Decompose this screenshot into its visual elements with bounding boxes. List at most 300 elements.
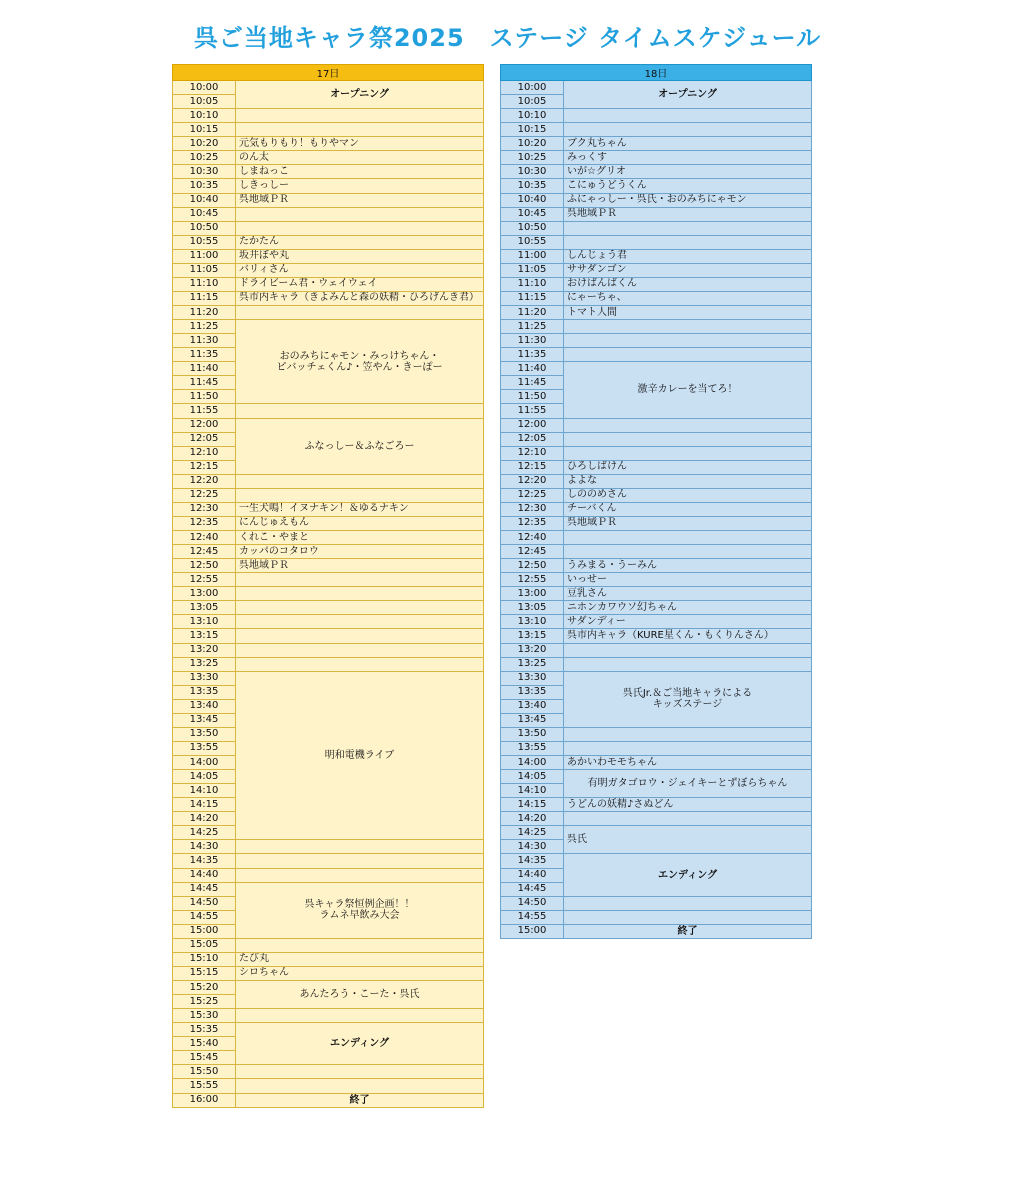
time-cell: 14:20 [501,812,564,826]
event-cell: 終了 [236,1093,484,1107]
time-cell: 11:20 [501,306,564,320]
time-cell: 10:45 [501,207,564,221]
schedule-row [501,81,812,95]
event-cell: みっくす [564,151,812,165]
time-cell: 13:35 [173,685,236,699]
event-cell: おのみちにゃモン・みっけちゃん・ ピバッチェくん♪・笠やん・きーぽー [236,320,484,404]
event-cell: 呉氏 [564,826,812,854]
time-cell: 14:10 [173,784,236,798]
time-cell: 12:25 [501,488,564,502]
event-cell: 坂井ぼや丸 [236,249,484,263]
time-cell: 12:35 [501,516,564,530]
time-cell: 10:55 [173,235,236,249]
time-cell: 12:05 [173,432,236,446]
time-cell: 10:05 [173,95,236,109]
time-cell: 13:15 [173,629,236,643]
time-cell: 15:30 [173,1009,236,1023]
time-cell: 13:50 [173,727,236,741]
time-cell: 10:50 [501,221,564,235]
schedule-row [173,516,484,530]
event-cell: たび丸 [236,952,484,966]
time-cell: 11:55 [173,404,236,418]
schedule-row [501,756,812,770]
event-cell: ふにゃっしー・呉氏・おのみちにゃモン [564,193,812,207]
page-title: 呉ご当地キャラ祭2025 ステージ タイムスケジュール [193,24,822,52]
event-cell: こにゅうどうくん [564,179,812,193]
time-cell: 15:20 [173,981,236,995]
time-cell: 11:40 [173,362,236,376]
schedule-row [173,277,484,291]
time-cell: 11:50 [501,390,564,404]
day-header: 17日 [173,65,484,81]
time-cell: 13:35 [501,685,564,699]
event-cell: ニホンカワウソ幻ちゃん [564,601,812,615]
time-cell: 15:25 [173,995,236,1009]
time-cell: 11:45 [173,376,236,390]
event-cell: ブク丸ちゃん [564,137,812,151]
time-cell: 12:50 [173,559,236,573]
time-cell: 13:40 [501,699,564,713]
schedule-row [501,629,812,643]
event-cell: 呉地域ＰＲ [564,516,812,530]
time-cell: 14:15 [173,798,236,812]
empty-event-cell [564,320,812,334]
schedule-row [173,1093,484,1107]
empty-event-cell [236,615,484,629]
time-cell: 13:25 [173,657,236,671]
time-cell: 14:25 [501,826,564,840]
schedule-row [173,235,484,249]
schedule-row [501,573,812,587]
schedule-row [501,460,812,474]
time-cell: 13:45 [501,713,564,727]
schedule-row [173,207,484,221]
schedule-row [501,587,812,601]
schedule-row [173,840,484,854]
time-cell: 12:35 [173,516,236,530]
schedule-row [173,1065,484,1079]
time-cell: 10:40 [501,193,564,207]
empty-event-cell [564,235,812,249]
time-cell: 13:55 [173,741,236,755]
time-cell: 10:20 [173,137,236,151]
time-cell: 14:00 [501,756,564,770]
event-cell: にんじゅえもん [236,516,484,530]
event-cell: いが☆グリオ [564,165,812,179]
time-cell: 14:20 [173,812,236,826]
time-cell: 14:45 [173,882,236,896]
schedule-row [501,559,812,573]
event-cell: のん太 [236,151,484,165]
schedule-day-18 [500,64,812,939]
schedule-row [173,502,484,516]
schedule-row [173,938,484,952]
empty-event-cell [236,840,484,854]
schedule-row [173,249,484,263]
schedule-row [173,629,484,643]
time-cell: 13:00 [501,587,564,601]
event-cell: 呉地域ＰＲ [564,207,812,221]
time-cell: 11:25 [501,320,564,334]
time-cell: 11:30 [501,334,564,348]
time-cell: 15:50 [173,1065,236,1079]
event-cell: 豆乳さん [564,587,812,601]
time-cell: 14:50 [173,896,236,910]
schedule-row [173,657,484,671]
empty-event-cell [564,812,812,826]
time-cell: 10:35 [501,179,564,193]
time-cell: 13:20 [501,643,564,657]
time-cell: 10:10 [173,109,236,123]
empty-event-cell [564,896,812,910]
schedule-row [501,348,812,362]
schedule-row [501,165,812,179]
time-cell: 10:30 [501,165,564,179]
time-cell: 12:20 [501,474,564,488]
event-cell: カッパのコタロウ [236,545,484,559]
schedule-row [501,446,812,460]
time-cell: 15:10 [173,952,236,966]
time-cell: 10:40 [173,193,236,207]
schedule-row [173,1009,484,1023]
event-cell: ひろしばけん [564,460,812,474]
empty-event-cell [236,474,484,488]
schedule-row [173,418,484,432]
schedule-row [173,474,484,488]
time-cell: 11:20 [173,306,236,320]
time-cell: 15:15 [173,966,236,980]
schedule-row [501,545,812,559]
schedule-row [501,488,812,502]
time-cell: 10:00 [173,81,236,95]
time-cell: 11:30 [173,334,236,348]
schedule-row [173,573,484,587]
event-cell: エンディング [236,1023,484,1065]
schedule-row [501,235,812,249]
time-cell: 10:05 [501,95,564,109]
schedule-row [173,137,484,151]
empty-event-cell [564,643,812,657]
empty-event-cell [564,418,812,432]
time-cell: 14:30 [173,840,236,854]
empty-event-cell [564,531,812,545]
time-cell: 12:40 [501,531,564,545]
time-cell: 13:00 [173,587,236,601]
empty-event-cell [564,657,812,671]
schedule-row [501,502,812,516]
time-cell: 14:10 [501,784,564,798]
time-cell: 11:35 [501,348,564,362]
event-cell: ふなっしー＆ふなごろー [236,418,484,474]
time-cell: 15:55 [173,1079,236,1093]
schedule-row [173,601,484,615]
schedule-row [501,193,812,207]
schedule-row [501,826,812,840]
empty-event-cell [236,306,484,320]
schedule-row [501,924,812,938]
empty-event-cell [236,629,484,643]
event-cell: あんたろう・こーた・呉氏 [236,981,484,1009]
event-cell: シロちゃん [236,966,484,980]
time-cell: 14:35 [173,854,236,868]
event-cell: オープニング [564,81,812,109]
schedule-row [501,615,812,629]
time-cell: 11:55 [501,404,564,418]
schedule-row [501,741,812,755]
schedule-row [501,263,812,277]
time-cell: 12:10 [173,446,236,460]
schedule-row [173,123,484,137]
event-cell: 呉市内キャラ（KURE星くん・もくりんさん） [564,629,812,643]
schedule-row [173,320,484,334]
time-cell: 15:45 [173,1051,236,1065]
event-cell: サダンディー [564,615,812,629]
event-cell: いっせー [564,573,812,587]
schedule-row [173,1023,484,1037]
time-cell: 13:40 [173,699,236,713]
empty-event-cell [236,1065,484,1079]
schedule-row [173,306,484,320]
time-cell: 11:10 [501,277,564,291]
time-cell: 14:45 [501,882,564,896]
event-cell: よよな [564,474,812,488]
schedule-row [501,643,812,657]
event-cell: くれこ・やまと [236,531,484,545]
event-cell: 元気もりもり！もりやマン [236,137,484,151]
time-cell: 14:05 [173,770,236,784]
time-cell: 12:30 [173,502,236,516]
empty-event-cell [236,643,484,657]
event-cell: 激辛カレーを当てろ！ [564,362,812,418]
schedule-row [173,531,484,545]
empty-event-cell [564,545,812,559]
schedule-row [173,671,484,685]
empty-event-cell [564,221,812,235]
time-cell: 11:40 [501,362,564,376]
event-cell: 呉キャラ祭恒例企画！！ ラムネ早飲み大会 [236,882,484,938]
time-cell: 12:45 [501,545,564,559]
event-cell: 終了 [564,924,812,938]
time-cell: 10:50 [173,221,236,235]
schedule-row [173,615,484,629]
empty-event-cell [564,446,812,460]
time-cell: 14:25 [173,826,236,840]
time-cell: 14:05 [501,770,564,784]
time-cell: 11:10 [173,277,236,291]
schedule-row [501,657,812,671]
time-cell: 10:20 [501,137,564,151]
empty-event-cell [564,910,812,924]
schedule-row [501,910,812,924]
time-cell: 11:35 [173,348,236,362]
empty-event-cell [236,868,484,882]
schedule-row [173,165,484,179]
empty-event-cell [236,601,484,615]
schedule-row [173,587,484,601]
schedule-row [501,137,812,151]
schedule-row [501,221,812,235]
event-cell: おけばんばくん [564,277,812,291]
empty-event-cell [564,741,812,755]
schedule-row [501,531,812,545]
schedule-row [173,545,484,559]
day-header: 18日 [501,65,812,81]
time-cell: 12:45 [173,545,236,559]
time-cell: 11:15 [501,291,564,305]
event-cell: にゃーちゃ、 [564,291,812,305]
schedule-row [501,249,812,263]
time-cell: 13:10 [173,615,236,629]
time-cell: 14:15 [501,798,564,812]
empty-event-cell [236,657,484,671]
empty-event-cell [236,123,484,137]
time-cell: 14:50 [501,896,564,910]
empty-event-cell [236,587,484,601]
event-cell: 呉市内キャラ（きよみんと森の妖精・ひろげんき君） [236,291,484,305]
schedule-row [173,1079,484,1093]
schedule-row [501,123,812,137]
empty-event-cell [236,573,484,587]
time-cell: 13:30 [501,671,564,685]
empty-event-cell [236,488,484,502]
time-cell: 11:50 [173,390,236,404]
time-cell: 10:10 [501,109,564,123]
time-cell: 12:05 [501,432,564,446]
event-cell: うどんの妖精♪さぬどん [564,798,812,812]
time-cell: 11:25 [173,320,236,334]
time-cell: 12:30 [501,502,564,516]
event-cell: チーバくん [564,502,812,516]
time-cell: 10:15 [173,123,236,137]
schedule-row [173,643,484,657]
schedule-row [173,952,484,966]
schedule-row [501,109,812,123]
schedule-row [173,882,484,896]
time-cell: 12:15 [173,460,236,474]
schedule-row [501,812,812,826]
empty-event-cell [564,432,812,446]
time-cell: 13:55 [501,741,564,755]
time-cell: 11:15 [173,291,236,305]
time-cell: 15:05 [173,938,236,952]
event-cell: 呉地域ＰＲ [236,559,484,573]
time-cell: 13:50 [501,727,564,741]
schedule-row [501,362,812,376]
time-cell: 12:15 [501,460,564,474]
time-cell: 15:40 [173,1037,236,1051]
schedule-row [173,151,484,165]
time-cell: 13:25 [501,657,564,671]
time-cell: 12:00 [501,418,564,432]
schedule-row [501,207,812,221]
event-cell: トマト人間 [564,306,812,320]
time-cell: 12:20 [173,474,236,488]
time-cell: 13:45 [173,713,236,727]
event-cell: しきっしー [236,179,484,193]
time-cell: 10:25 [173,151,236,165]
schedule-row [173,221,484,235]
empty-event-cell [236,207,484,221]
schedule-row [173,81,484,95]
event-cell: しののめさん [564,488,812,502]
time-cell: 11:00 [173,249,236,263]
empty-event-cell [236,221,484,235]
time-cell: 12:40 [173,531,236,545]
event-cell: あかいわモモちゃん [564,756,812,770]
schedule-row [501,474,812,488]
time-cell: 13:15 [501,629,564,643]
schedule-row [501,854,812,868]
schedule-row [501,291,812,305]
event-cell: 明和電機ライブ [236,671,484,840]
time-cell: 10:55 [501,235,564,249]
schedule-row [501,320,812,334]
event-cell: うみまる・うーみん [564,559,812,573]
schedule-row [173,109,484,123]
schedule-day-17 [172,64,484,1108]
time-cell: 14:35 [501,854,564,868]
schedule-row [173,179,484,193]
time-cell: 14:40 [501,868,564,882]
time-cell: 12:55 [501,573,564,587]
schedule-row [501,151,812,165]
event-cell: 有明ガタゴロウ・ジェイキーとずぼらちゃん [564,770,812,798]
time-cell: 13:10 [501,615,564,629]
time-cell: 13:05 [501,601,564,615]
event-cell: 一生犬鳴！イヌナキン！＆ゆるナキン [236,502,484,516]
schedule-row [173,263,484,277]
schedule-row [501,516,812,530]
schedule-row [501,896,812,910]
event-cell: バリィさん [236,263,484,277]
time-cell: 10:45 [173,207,236,221]
empty-event-cell [236,854,484,868]
schedule-row [501,432,812,446]
event-cell: しんじょう君 [564,249,812,263]
schedule-row [501,727,812,741]
time-cell: 12:50 [501,559,564,573]
schedule-row [501,798,812,812]
time-cell: 11:45 [501,376,564,390]
time-cell: 14:40 [173,868,236,882]
empty-event-cell [236,938,484,952]
event-cell: ドライビーム君・ウェイウェイ [236,277,484,291]
empty-event-cell [564,348,812,362]
event-cell: たかたん [236,235,484,249]
time-cell: 14:30 [501,840,564,854]
schedule-row [173,404,484,418]
empty-event-cell [564,123,812,137]
empty-event-cell [236,1009,484,1023]
time-cell: 10:35 [173,179,236,193]
time-cell: 15:00 [173,924,236,938]
time-cell: 10:15 [501,123,564,137]
time-cell: 11:05 [173,263,236,277]
schedule-row [501,418,812,432]
time-cell: 11:05 [501,263,564,277]
time-cell: 10:30 [173,165,236,179]
time-cell: 12:25 [173,488,236,502]
empty-event-cell [236,404,484,418]
schedule-row [173,488,484,502]
time-cell: 10:25 [501,151,564,165]
time-cell: 15:00 [501,924,564,938]
time-cell: 13:20 [173,643,236,657]
schedule-row [501,334,812,348]
time-cell: 12:10 [501,446,564,460]
time-cell: 11:00 [501,249,564,263]
event-cell: オープニング [236,81,484,109]
